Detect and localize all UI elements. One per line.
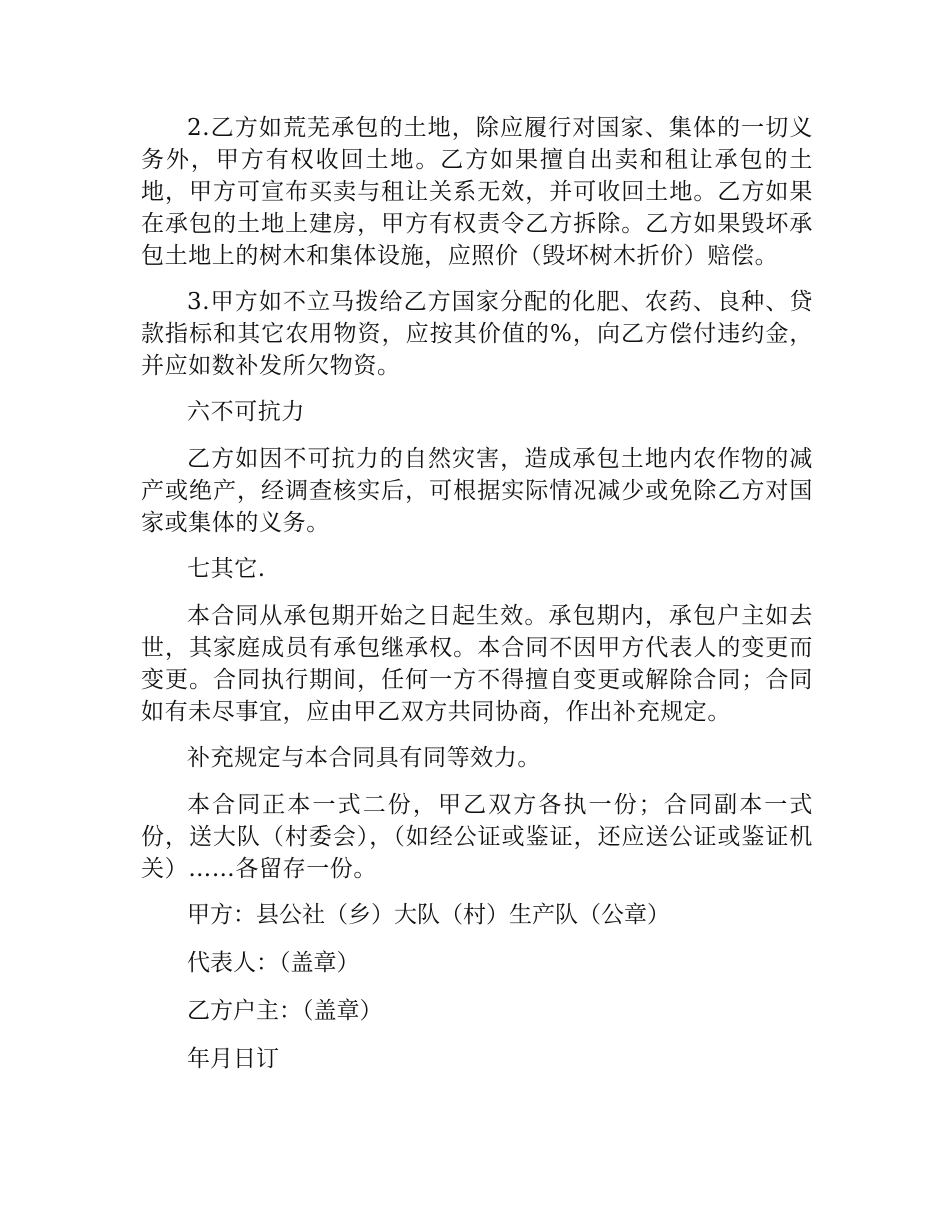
document-body: [141, 112, 813, 1091]
section-heading-force-majeure: 六不可抗力: [187, 399, 305, 425]
date-line: 年月日订: [187, 1046, 279, 1072]
clause-2-paragraph: 2.乙方如荒芜承包的土地，除应履行对国家、集体的一切义务外，甲方有权收回土地。乙方如果擅自出卖和租让承包的土地，甲方可宣布买卖与租让关系无效，并可收回土地。乙方如果在承包的土地上建房，甲方有权责令乙方拆除。乙方如果毁坏承包土地上的树木和集体设施，应照价（毁坏树木折价）赔偿。: [141, 115, 813, 269]
force-majeure-paragraph: 乙方如因不可抗力的自然灾害，造成承包土地内农作物的减产或绝产，经调查核实后，可根据实际情况减少或免除乙方对国家或集体的义务。: [141, 446, 813, 536]
section-heading-other: 七其它.: [187, 556, 266, 582]
effective-date-paragraph: 本合同从承包期开始之日起生效。承包期内，承包户主如去世，其家庭成员有承包继承权。本合同不因甲方代表人的变更而变更。合同执行期间，任何一方不得擅自变更或解除合同；合同如有未尽事宜，应由甲乙双方共同协商，作出补充规定。: [141, 603, 813, 725]
clause-3-paragraph: 3.甲方如不立马拨给乙方国家分配的化肥、农药、良种、贷款指标和其它农用物资，应按其价值的%，向乙方偿付违约金，并应如数补发所欠物资。: [141, 289, 813, 379]
party-b-signature-line: 乙方户主：（盖章）: [187, 998, 383, 1024]
supplement-validity-paragraph: 补充规定与本合同具有同等效力。: [187, 745, 541, 771]
copies-paragraph: 本合同正本一式二份，甲乙双方各执一份；合同副本一式份，送大队（村委会），（如经公证或鉴证，还应送公证或鉴证机关）……各留存一份。: [141, 792, 813, 882]
representative-signature-line: 代表人：（盖章）: [187, 950, 360, 976]
party-a-signature-line: 甲方：县公社（乡）大队（村）生产队（公章）: [187, 902, 670, 928]
